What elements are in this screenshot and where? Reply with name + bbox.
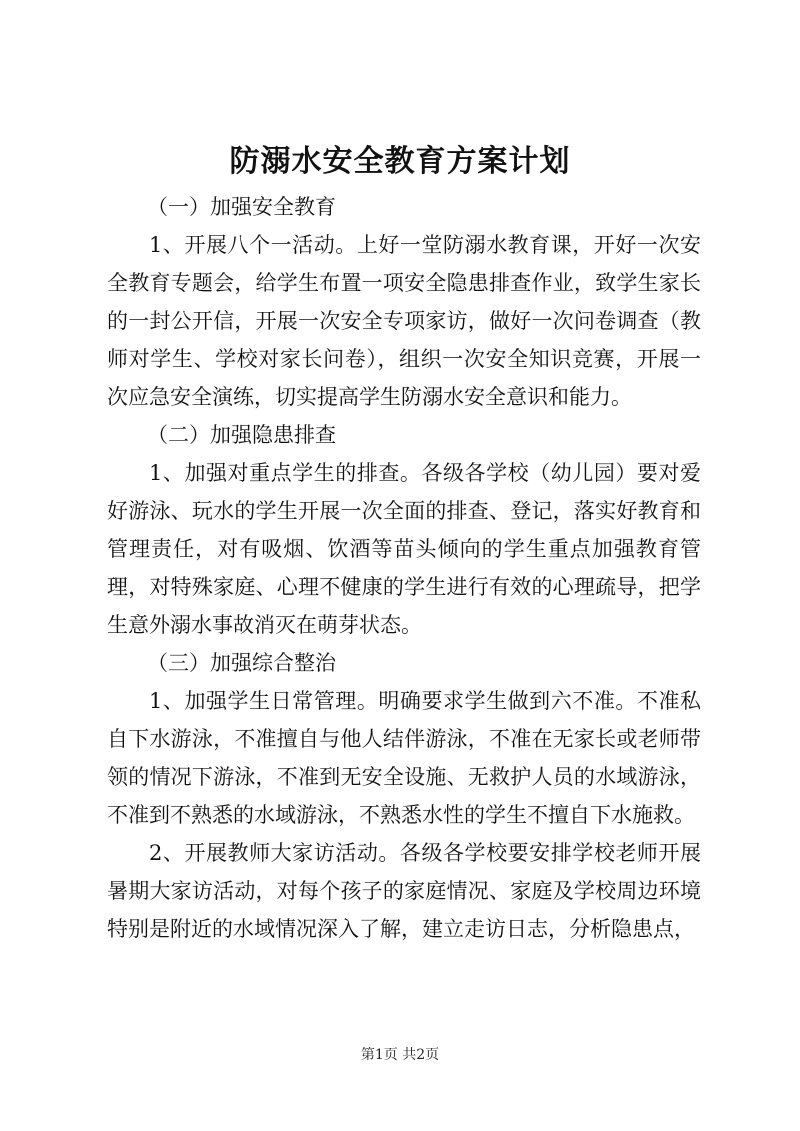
page-footer: 第1页 共2页	[360, 1047, 440, 1063]
body-paragraph: 2、开展教师大家访活动。各级各学校要安排学校老师开展暑期大家访活动，对每个孩子的家庭情况、家庭及学校周边环境特别是附近的水域情况深入了解，建立走访日志，分析隐患点，	[107, 841, 701, 941]
document-title: 防溺水安全教育方案计划	[229, 144, 571, 179]
body-paragraph: 1、加强对重点学生的排查。各级各学校（幼儿园）要对爱好游泳、玩水的学生开展一次全面的排查、登记，落实好教育和管理责任，对有吸烟、饮酒等苗头倾向的学生重点加强教育管理，对特殊家庭、心理不健康的学生进行有效的心理疏导，把学生意外溺水事故消灭在萌芽状态。	[107, 461, 701, 637]
body-paragraph: 1、开展八个一活动。上好一堂防溺水教育课，开好一次安全教育专题会，给学生布置一项安全隐患排查作业，致学生家长的一封公开信，开展一次安全专项家访，做好一次问卷调查（教师对学生、学校对家长问卷），组织一次安全知识竞赛，开展一次应急安全演练，切实提高学生防溺水安全意识和能力。	[107, 233, 701, 409]
section-heading: （二）加强隐患排查	[147, 423, 336, 447]
section-heading: （三）加强综合整治	[147, 651, 336, 675]
body-paragraph: 1、加强学生日常管理。明确要求学生做到六不准。不准私自下水游泳，不准擅自与他人结伴游泳，不准在无家长或老师带领的情况下游泳，不准到无安全设施、无救护人员的水域游泳，不准到不熟悉的水域游泳，不熟悉水性的学生不擅自下水施救。	[107, 689, 701, 827]
section-heading: （一）加强安全教育	[147, 195, 336, 219]
document-body	[107, 188, 701, 948]
